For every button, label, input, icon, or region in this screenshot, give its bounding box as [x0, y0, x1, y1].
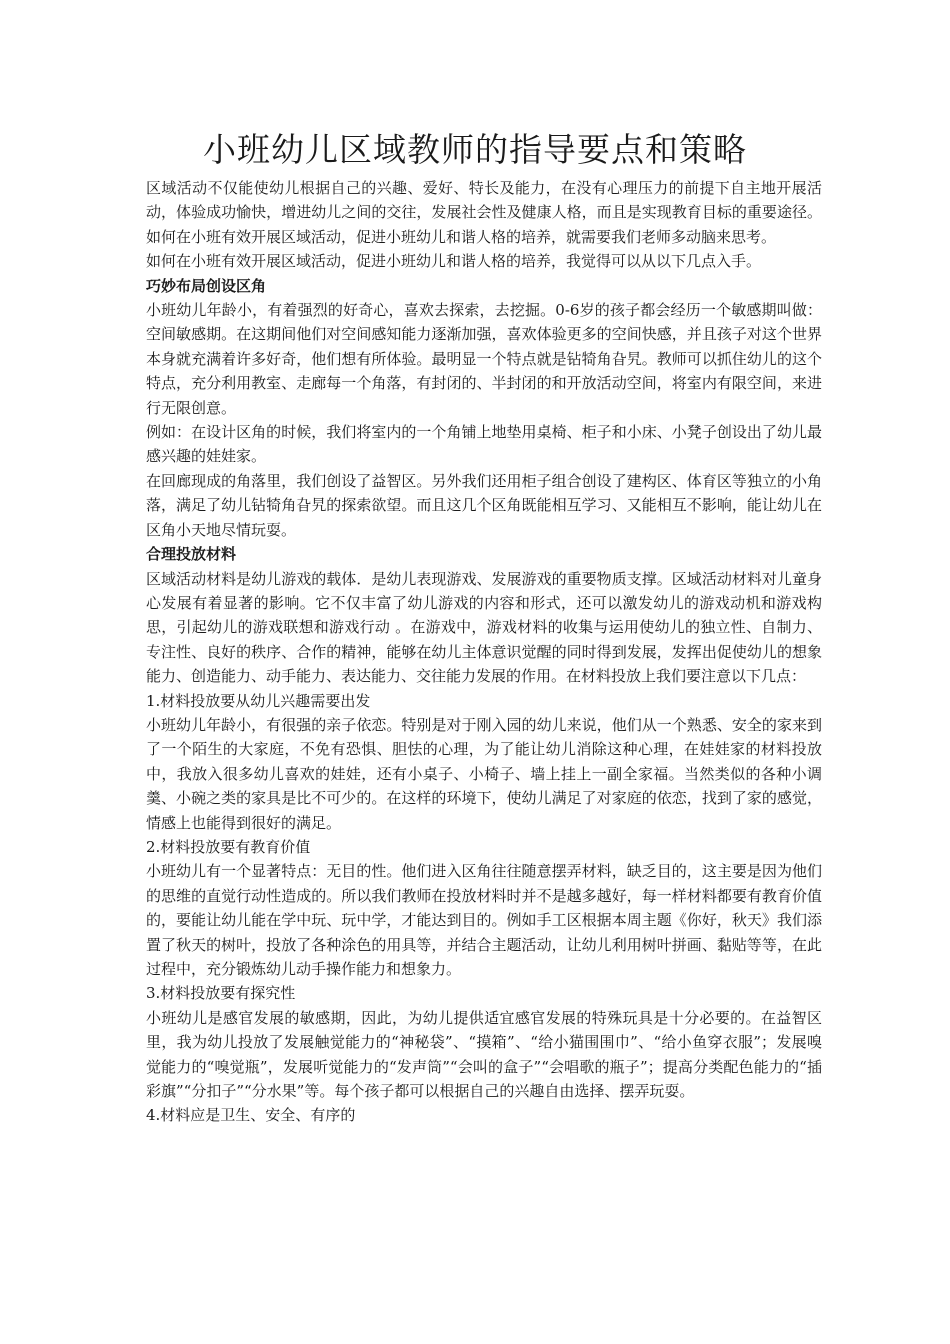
paragraph-example-doll-house: 例如：在设计区角的时候，我们将室内的一个角铺上地垫用桌椅、柜子和小床、小凳子创设出了幼儿最感兴趣的娃娃家。 — [146, 423, 822, 466]
paragraph-intro: 区域活动不仅能使幼儿根据自己的兴趣、爱好、特长及能力，在没有心理压力的前提下自主地开展活动，体验成功愉快，增进幼儿之间的交往，发展社会性及健康人格，而且是实现教育目标的重要途径。如何在小班有效开展区域活动，促进小班幼儿和谐人格的培养，就需要我们老师多动脑来思考。 — [146, 179, 822, 246]
section-heading-materials: 合理投放材料 — [146, 545, 237, 564]
paragraph-educational-value: 小班幼儿有一个显著特点：无目的性。他们进入区角往往随意摆弄材料，缺乏目的，这主要是因为他们的思维的直觉行动性造成的。所以我们教师在投放材料时并不是越多越好，每一样材料都要有教育价值的，要能让幼儿能在学中玩、玩中学，才能达到目的。例如手工区根据本周主题《你好，秋天》我们添置了秋天的树叶，投放了各种涂色的用具等，并结合主题活动，让幼儿利用树叶拼画、黏贴等等，在此过程中，充分锻炼幼儿动手操作能力和想象力。 — [146, 862, 822, 978]
paragraph-corridor-corners: 在回廊现成的角落里，我们创设了益智区。另外我们还用柜子组合创设了建构区、体育区等独立的小角落，满足了幼儿钻犄角旮旯的探索欲望。而且这几个区角既能相互学习、又能相互不影响，能让幼儿在区角小天地尽情玩耍。 — [146, 471, 822, 539]
list-item-heading-1: 1.材料投放要从幼儿兴趣需要出发 — [146, 691, 371, 710]
paragraph-exploratory: 小班幼儿是感官发展的敏感期，因此，为幼儿提供适宜感官发展的特殊玩具是十分必要的。在益智区里，我为幼儿投放了发展触觉能力的“神秘袋”、“摸箱”、“给小猫围围巾”、“给小鱼穿衣服”；发展嗅觉能力的“嗅觉瓶”，发展听觉能力的“发声筒”“会叫的盒子”“会唱歌的瓶子”；提高分类配色能力的“插彩旗”“分扣子”“分水果”等。每个孩子都可以根据自己的兴趣自由选择、摆弄玩耍。 — [146, 1008, 822, 1101]
paragraph-materials-importance: 区域活动材料是幼儿游戏的载体．是幼儿表现游戏、发展游戏的重要物质支撑。区域活动材料对儿童身心发展有着显著的影响。它不仅丰富了幼儿游戏的内容和形式，还可以激发幼儿的游戏动机和游戏构思，引起幼儿的游戏联想和游戏行动 。在游戏中，游戏材料的收集与运用使幼儿的独立性、自制力、专注性、良好的秩序、合作的精神，能够在幼儿主体意识觉醒的同时得到发展，发挥出促使幼儿的想象能力、创造能力、动手能力、表达能力、交往能力发展的作用。在材料投放上我们要注意以下几点： — [146, 569, 822, 686]
section-heading-layout: 巧妙布局创设区角 — [146, 276, 267, 295]
paragraph-interest-needs: 小班幼儿年龄小，有很强的亲子依恋。特别是对于刚入园的幼儿来说，他们从一个熟悉、安全的家来到了一个陌生的大家庭，不免有恐惧、胆怯的心理，为了能让幼儿消除这种心理，在娃娃家的材料投放中，我放入很多幼儿喜欢的娃娃，还有小桌子、小椅子、墙上挂上一副全家福。当然类似的各种小调羹、小碗之类的家具是比不可少的。在这样的环境下，使幼儿满足了对家庭的依恋，找到了家的感觉，情感上也能得到很好的满足。 — [146, 715, 822, 832]
list-item-heading-4: 4.材料应是卫生、安全、有序的 — [146, 1106, 356, 1125]
list-item-heading-2: 2.材料投放要有教育价值 — [146, 837, 311, 856]
paragraph-approach: 如何在小班有效开展区域活动，促进小班幼儿和谐人格的培养，我觉得可以从以下几点入手。 — [146, 252, 762, 271]
document-title: 小班幼儿区域教师的指导要点和策略 — [203, 130, 747, 169]
list-item-heading-3: 3.材料投放要有探究性 — [146, 984, 296, 1003]
paragraph-space-sensitivity: 小班幼儿年龄小，有着强烈的好奇心，喜欢去探索，去挖掘。0-6岁的孩子都会经历一个敏感期叫做：空间敏感期。在这期间他们对空间感知能力逐渐加强，喜欢体验更多的空间快感，并且孩子对这个世界本身就充满着许多好奇，他们想有所体验。最明显一个特点就是钻犄角旮旯。教师可以抓住幼儿的这个特点，充分利用教室、走廊每一个角落，有封闭的、半封闭的和开放活动空间，将室内有限空间，来进行无限创意。 — [146, 301, 822, 417]
document-body — [146, 176, 822, 1128]
